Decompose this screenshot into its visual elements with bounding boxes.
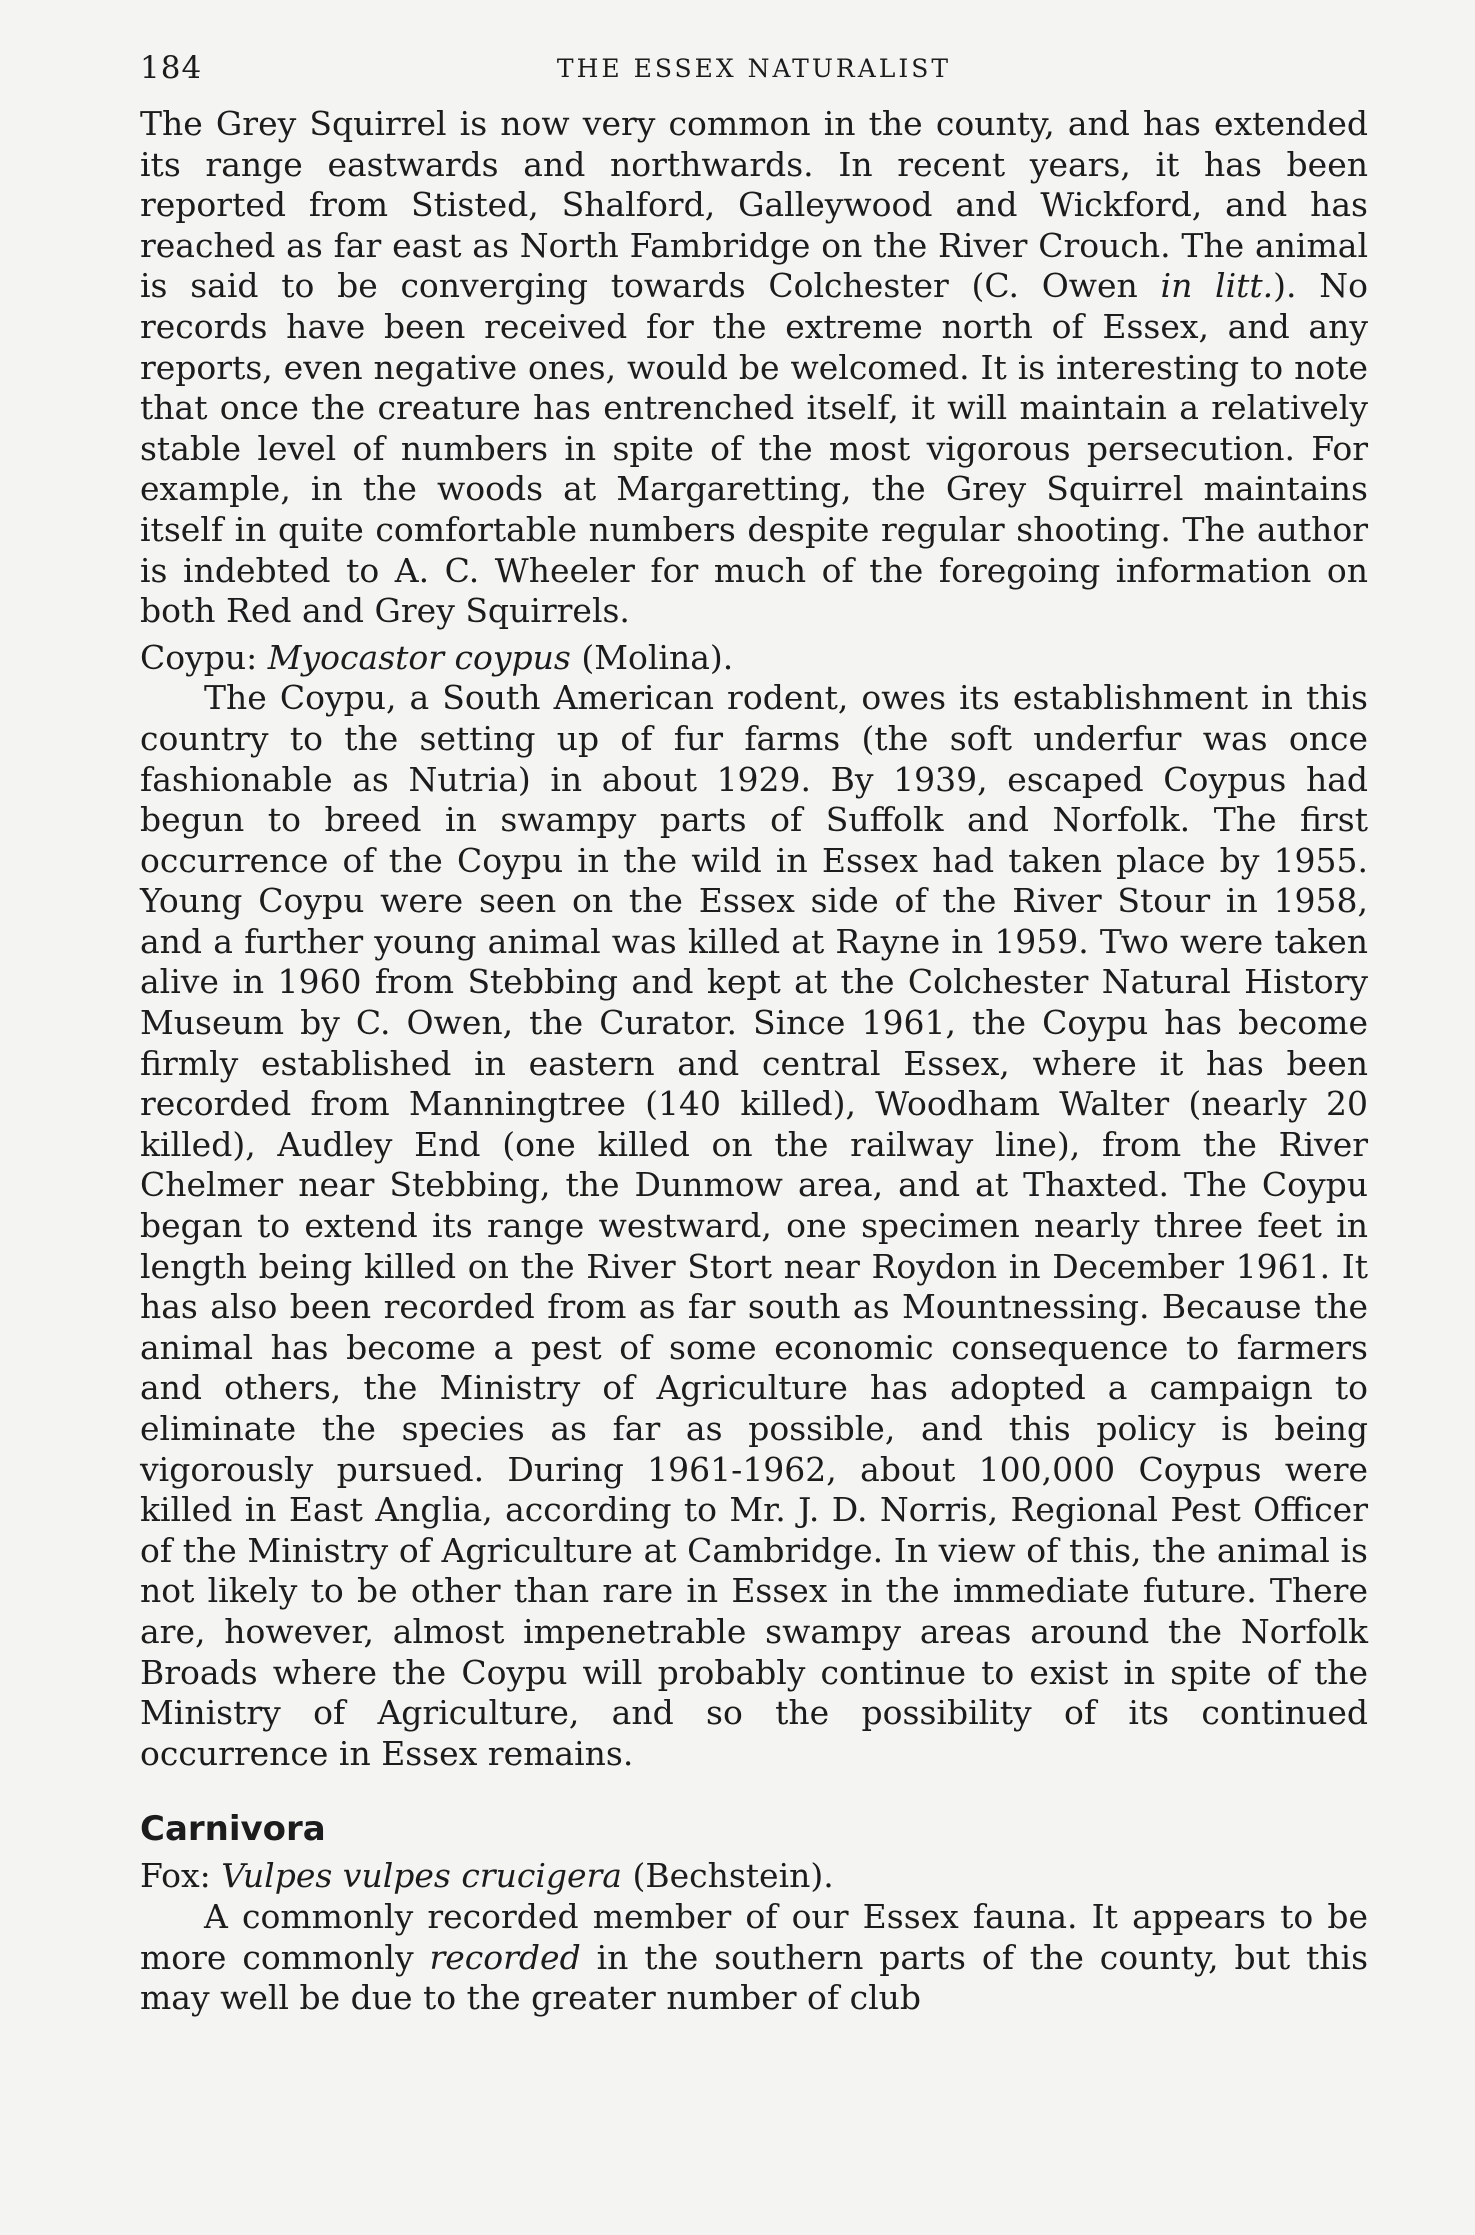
scientific-name: Vulpes vulpes crucigera bbox=[221, 1856, 622, 1896]
authority: (Bechstein). bbox=[621, 1856, 834, 1896]
text-run: in the southern parts of the county, but this may well be due to the greater number of club bbox=[140, 1937, 1368, 2018]
coypu-paragraph: The Coypu, a South American rodent, owes its establishment in this country to the setting up of fur farms (the soft underfur was once fashionable as Nutria) in about 1929. By 1939, escaped Coypus had begun to breed in swampy parts of Suffolk and Norfolk. The first occurrence of the Coypu in the wild in Essex had taken place by 1955. Young Coypu were seen on the Essex side of the River Stour in 1958, and a further young animal was killed at Rayne in 1959. Two were taken alive in 1960 from Stebbing and kept at the Colchester Natural History Museum by C. Owen, the Curator. Since 1961, the Coypu has become firmly established in eastern and central Essex, where it has been recorded from Manningtree (140 killed), Woodham Walter (nearly 20 killed), Audley End (one killed on the railway line), from the River Chelmer near Stebbing, the Dunmow area, and at Thaxted. The Coypu began to extend its range westward, one specimen nearly three feet in length being killed on the River Stort near Roydon in December 1961. It has also been recorded from as far south as Mountnessing. Because the animal has become a pest of some economic consequence to farmers and others, the Ministry of Agriculture has adopted a campaign to eliminate the species as far as possible, and this policy is being vigorously pursued. During 1961-1962, about 100,000 Coypus were killed in East Anglia, according to Mr. J. D. Norris, Regional Pest Officer of the Ministry of Agriculture at Cambridge. In view of this, the animal is not likely to be other than rare in Essex in the immediate future. There are, however, almost impenetrable swampy areas around the Norfolk Broads where the Coypu will probably continue to exist in spite of the Ministry of Agriculture, and so the possibility of its continued occurrence in Essex remains. bbox=[140, 678, 1368, 1773]
common-name: Coypu: bbox=[140, 637, 268, 677]
book-page bbox=[140, 44, 1368, 2019]
grey-squirrel-paragraph bbox=[140, 104, 1368, 632]
page-number: 184 bbox=[140, 50, 203, 86]
text-run: A commonly recorded member of our Essex fauna. It appears to be more commonly bbox=[140, 1896, 1368, 1977]
authority: (Molina). bbox=[570, 637, 734, 677]
running-head bbox=[140, 44, 1368, 104]
common-name: Fox: bbox=[140, 1856, 222, 1896]
journal-title: THE ESSEX NATURALIST bbox=[556, 54, 952, 83]
coypu-species-heading bbox=[140, 638, 1368, 679]
section-heading: Carnivora bbox=[140, 1809, 326, 1850]
text-run: The Grey Squirrel is now very common in the county, and has extended its range eastwards and northwards. In recent years, it has been reported from Stisted, Shalford, Galleywood and Wickford, and has reached as far east as North Fambridge on the River Crouch. The animal is said to be converging towards Colchester (C. Owen bbox=[140, 104, 1368, 306]
fox-species-heading bbox=[140, 1856, 1368, 1897]
scientific-name: Myocastor coypus bbox=[267, 637, 571, 677]
italic-emphasis: recorded bbox=[429, 1937, 581, 1977]
text-run: ). No records have been received for the extreme north of Essex, and any reports, even negative ones, would be welcomed. It is interesting to note that once the creature has entrenched itself, it will maintain a relatively stable level of numbers in spite of the most vigorous persecution. For example, in the woods at Margaretting, the Grey Squirrel maintains itself in quite comfortable numbers despite regular shooting. The author is indebted to A. C. Wheeler for much of the foregoing information on both Red and Grey Squirrels. bbox=[140, 266, 1369, 631]
italic-citation: in litt. bbox=[1160, 266, 1274, 306]
fox-paragraph bbox=[140, 1897, 1368, 2019]
